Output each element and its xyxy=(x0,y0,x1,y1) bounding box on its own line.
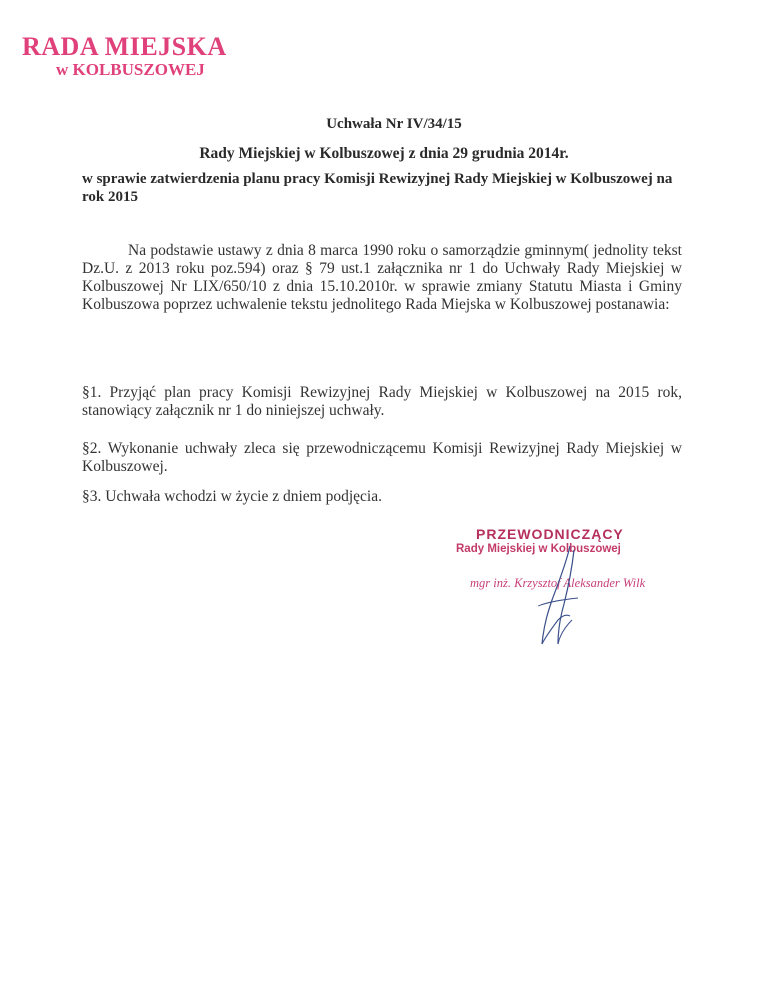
chairman-stamp xyxy=(456,526,696,646)
paragraph-3: §3. Uchwała wchodzi w życie z dniem podjęcia. xyxy=(82,488,382,505)
paragraph-2: §2. Wykonanie uchwały zleca się przewodniczącemu Komisji Rewizyjnej Rady Miejskiej w Kolbuszowej. xyxy=(82,440,682,475)
handwritten-signature xyxy=(508,544,598,648)
paragraph-1: §1. Przyjąć plan pracy Komisji Rewizyjnej Rady Miejskiej w Kolbuszowej na 2015 rok, stanowiący załącznik nr 1 do niniejszej uchwały. xyxy=(82,384,682,419)
stamp-council: Rady Miejskiej w Kolbuszowej xyxy=(456,543,621,555)
letterhead-town-name: w KOLBUSZOWEJ xyxy=(56,60,205,79)
stamp-signatory: mgr inż. Krzysztof Aleksander Wilk xyxy=(470,576,646,590)
preamble-text: Na podstawie ustawy z dnia 8 marca 1990 roku o samorządzie gminnym( jednolity tekst Dz.U. z 2013 roku poz.594) oraz § 79 ust.1 załącznika nr 1 do Uchwały Rady Miejskiej w Kolbuszowej Nr LIX/650/10 z dnia 15.10.2010r. w sprawie zmiany Statutu Miasta i Gminy Kolbuszowa poprzez uchwalenie tekstu jednolitego Rada Miejska w Kolbuszowej postanawia: xyxy=(82,242,682,313)
letterhead xyxy=(22,32,227,80)
stamp-title: PRZEWODNICZĄCY xyxy=(476,526,624,542)
preamble xyxy=(82,242,682,314)
resolution-date: Rady Miejskiej w Kolbuszowej z dnia 29 grudnia 2014r. xyxy=(199,145,569,162)
resolution-number: Uchwała Nr IV/34/15 xyxy=(326,116,462,132)
letterhead-council-name: RADA MIEJSKA xyxy=(22,32,227,61)
resolution-subject: w sprawie zatwierdzenia planu pracy Komisji Rewizyjnej Rady Miejskiej w Kolbuszowej na rok 2015 xyxy=(82,171,673,205)
